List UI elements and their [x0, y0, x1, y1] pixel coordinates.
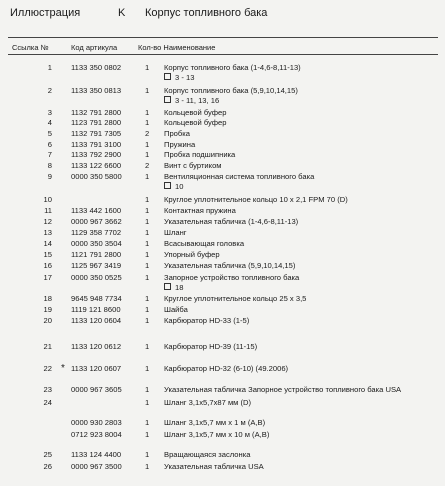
table-row [0, 364, 445, 374]
article-code: 1133 120 0607 [71, 364, 122, 373]
article-code: 1133 124 4400 [71, 450, 122, 459]
quantity: 1 [145, 462, 150, 471]
part-name: Круглое уплотнительное кольцо 25 x 3,5 [164, 294, 307, 303]
page-title: Корпус топливного бака [145, 7, 268, 19]
ref-number: 11 [44, 206, 52, 215]
ref-number: 4 [47, 118, 52, 127]
ref-number: 15 [43, 250, 52, 259]
quantity: 1 [145, 273, 150, 282]
part-name: Шланг [164, 228, 187, 237]
table-row [0, 150, 445, 160]
ref-number: 18 [43, 294, 52, 303]
part-name: Винт с буртиком [164, 161, 222, 170]
quantity: 1 [145, 206, 150, 215]
table-row [0, 172, 445, 182]
article-code: 0000 967 3500 [71, 462, 122, 471]
article-code: 0712 923 8004 [71, 430, 122, 439]
article-code: 1133 120 0604 [71, 316, 122, 325]
article-code: 1121 791 2800 [71, 250, 122, 259]
quantity: 1 [145, 172, 150, 181]
ref-number: 5 [47, 129, 52, 138]
square-icon [164, 182, 171, 189]
table-row [0, 316, 445, 326]
quantity: 1 [145, 63, 150, 72]
ref-number: 13 [43, 228, 52, 237]
ref-number: 21 [43, 342, 52, 351]
quantity: 1 [145, 250, 150, 259]
column-header-qty-name: Кол-во Наименование [138, 43, 216, 52]
table-row [0, 217, 445, 227]
article-code: 1133 350 0813 [71, 86, 122, 95]
quantity: 2 [145, 129, 150, 138]
figure-reference [164, 96, 219, 106]
table-row [0, 273, 445, 283]
ref-number: 9 [47, 172, 52, 181]
quantity: 1 [145, 261, 150, 270]
part-name: Пробка подшипника [164, 150, 236, 159]
article-code: 1133 122 6600 [71, 161, 122, 170]
table-row [0, 86, 445, 96]
article-code: 1133 791 3100 [71, 140, 122, 149]
quantity: 1 [145, 342, 150, 351]
part-name: Указательная табличка (1-4,6-8,11-13) [164, 217, 299, 226]
table-row [0, 118, 445, 128]
ref-number: 12 [43, 217, 52, 226]
table-row [0, 140, 445, 150]
ref-number: 3 [47, 108, 52, 117]
part-name: Контактная пружина [164, 206, 236, 215]
part-name: Кольцевой буфер [164, 118, 227, 127]
article-code: 1119 121 8600 [71, 305, 121, 314]
part-name: Указательная табличка USA [164, 462, 264, 471]
ref-number: 8 [47, 161, 52, 170]
table-row [0, 261, 445, 271]
article-code: 0000 967 3662 [71, 217, 122, 226]
part-name: Шланг 3,1x5,7x87 мм (D) [164, 398, 252, 407]
article-code: 1133 792 2900 [71, 150, 122, 159]
part-name: Круглое уплотнительное кольцо 10 x 2,1 FPM 70 (D) [164, 195, 348, 204]
figure-reference [164, 283, 183, 293]
ref-number: 16 [43, 261, 52, 270]
table-row [0, 294, 445, 304]
column-header-article: Код артикула [71, 43, 118, 52]
article-code: 1132 791 7305 [71, 129, 122, 138]
figure-reference [164, 73, 194, 83]
quantity: 1 [145, 294, 150, 303]
table-row [0, 195, 445, 205]
part-name: Кольцевой буфер [164, 108, 227, 117]
part-name: Запорное устройство топливного бака [164, 273, 300, 282]
ref-number: 24 [43, 398, 52, 407]
square-icon [164, 283, 171, 290]
part-name: Карбюратор HD-32 (6-10) (49.2006) [164, 364, 289, 373]
article-code: 0000 930 2803 [71, 418, 122, 427]
part-name: Карбюратор HD-33 (1-5) [164, 316, 250, 325]
part-name: Карбюратор HD-39 (11-15) [164, 342, 258, 351]
illustration-letter: K [118, 7, 126, 19]
article-code: 0000 350 5800 [71, 172, 122, 181]
figure-reference [164, 182, 183, 192]
ref-number: 19 [43, 305, 52, 314]
ref-number: 10 [43, 195, 52, 204]
figure-reference-text: 18 [175, 283, 184, 292]
table-row [0, 63, 445, 73]
table-row [0, 450, 445, 460]
table-row [0, 385, 445, 395]
article-code: 0000 350 0525 [71, 273, 122, 282]
part-name: Корпус топливного бака (1-4,6-8,11-13) [164, 63, 301, 72]
part-name: Шайба [164, 305, 188, 314]
article-code: 1133 442 1600 [71, 206, 122, 215]
ref-number: 26 [43, 462, 52, 471]
table-row [0, 250, 445, 260]
part-name: Всасывающая головка [164, 239, 245, 248]
table-row [0, 228, 445, 238]
quantity: 1 [145, 239, 150, 248]
quantity: 1 [145, 195, 150, 204]
part-name: Указательная табличка Запорное устройство топливного бака USA [164, 385, 402, 394]
quantity: 1 [145, 118, 150, 127]
figure-reference-text: 10 [175, 182, 184, 191]
column-header-ref: Ссылка № [12, 43, 49, 52]
table-row [0, 161, 445, 171]
ref-number: 25 [43, 450, 52, 459]
header-rule-top [8, 37, 438, 38]
square-icon [164, 73, 171, 80]
ref-number: 7 [47, 150, 52, 159]
ref-number: 14 [43, 239, 52, 248]
table-row [0, 398, 445, 408]
quantity: 1 [145, 108, 150, 117]
square-icon [164, 96, 171, 103]
table-row [0, 129, 445, 139]
figure-reference-text: 3 - 13 [175, 73, 195, 82]
part-name: Шланг 3,1x5,7 мм x 1 м (A,B) [164, 418, 266, 427]
quantity: 1 [145, 228, 150, 237]
article-code: 1133 350 0802 [71, 63, 122, 72]
table-row [0, 108, 445, 118]
table-row [0, 462, 445, 472]
quantity: 1 [145, 150, 150, 159]
part-name: Пробка [164, 129, 190, 138]
article-code: 1123 791 2800 [71, 118, 122, 127]
part-name: Корпус топливного бака (5,9,10,14,15) [164, 86, 298, 95]
quantity: 1 [145, 140, 150, 149]
article-code: 0000 967 3605 [71, 385, 122, 394]
asterisk-mark: * [61, 363, 65, 374]
ref-number: 23 [43, 385, 52, 394]
ref-number: 17 [43, 273, 52, 282]
quantity: 1 [145, 86, 150, 95]
quantity: 1 [145, 398, 150, 407]
quantity: 1 [145, 217, 150, 226]
quantity: 1 [145, 450, 150, 459]
article-code: 0000 350 3504 [71, 239, 122, 248]
table-row [0, 305, 445, 315]
ref-number: 2 [47, 86, 52, 95]
quantity: 1 [145, 305, 150, 314]
quantity: 1 [145, 430, 150, 439]
article-code: 1133 120 0612 [71, 342, 122, 351]
article-code: 9645 948 7734 [71, 294, 122, 303]
article-code: 1132 791 2800 [71, 108, 122, 117]
part-name: Упорный буфер [164, 250, 220, 259]
quantity: 1 [145, 364, 150, 373]
table-row [0, 342, 445, 352]
ref-number: 1 [47, 63, 52, 72]
quantity: 1 [145, 316, 150, 325]
ref-number: 20 [43, 316, 52, 325]
header-rule-bottom [8, 54, 438, 55]
table-row [0, 430, 445, 440]
part-name: Вентиляционная система топливного бака [164, 172, 315, 181]
quantity: 1 [145, 385, 150, 394]
part-name: Пружина [164, 140, 196, 149]
quantity: 2 [145, 161, 150, 170]
part-name: Шланг 3,1x5,7 мм x 10 м (A,B) [164, 430, 270, 439]
article-code: 1125 967 3419 [71, 261, 122, 270]
ref-number: 6 [47, 140, 52, 149]
ref-number: 22 [43, 364, 52, 373]
table-row [0, 239, 445, 249]
quantity: 1 [145, 418, 150, 427]
illustration-label: Иллюстрация [10, 7, 81, 19]
part-name: Указательная табличка (5,9,10,14,15) [164, 261, 296, 270]
table-row [0, 206, 445, 216]
figure-reference-text: 3 - 11, 13, 16 [175, 96, 220, 105]
article-code: 1129 358 7702 [71, 228, 122, 237]
part-name: Вращающаяся заслонка [164, 450, 251, 459]
table-row [0, 418, 445, 428]
